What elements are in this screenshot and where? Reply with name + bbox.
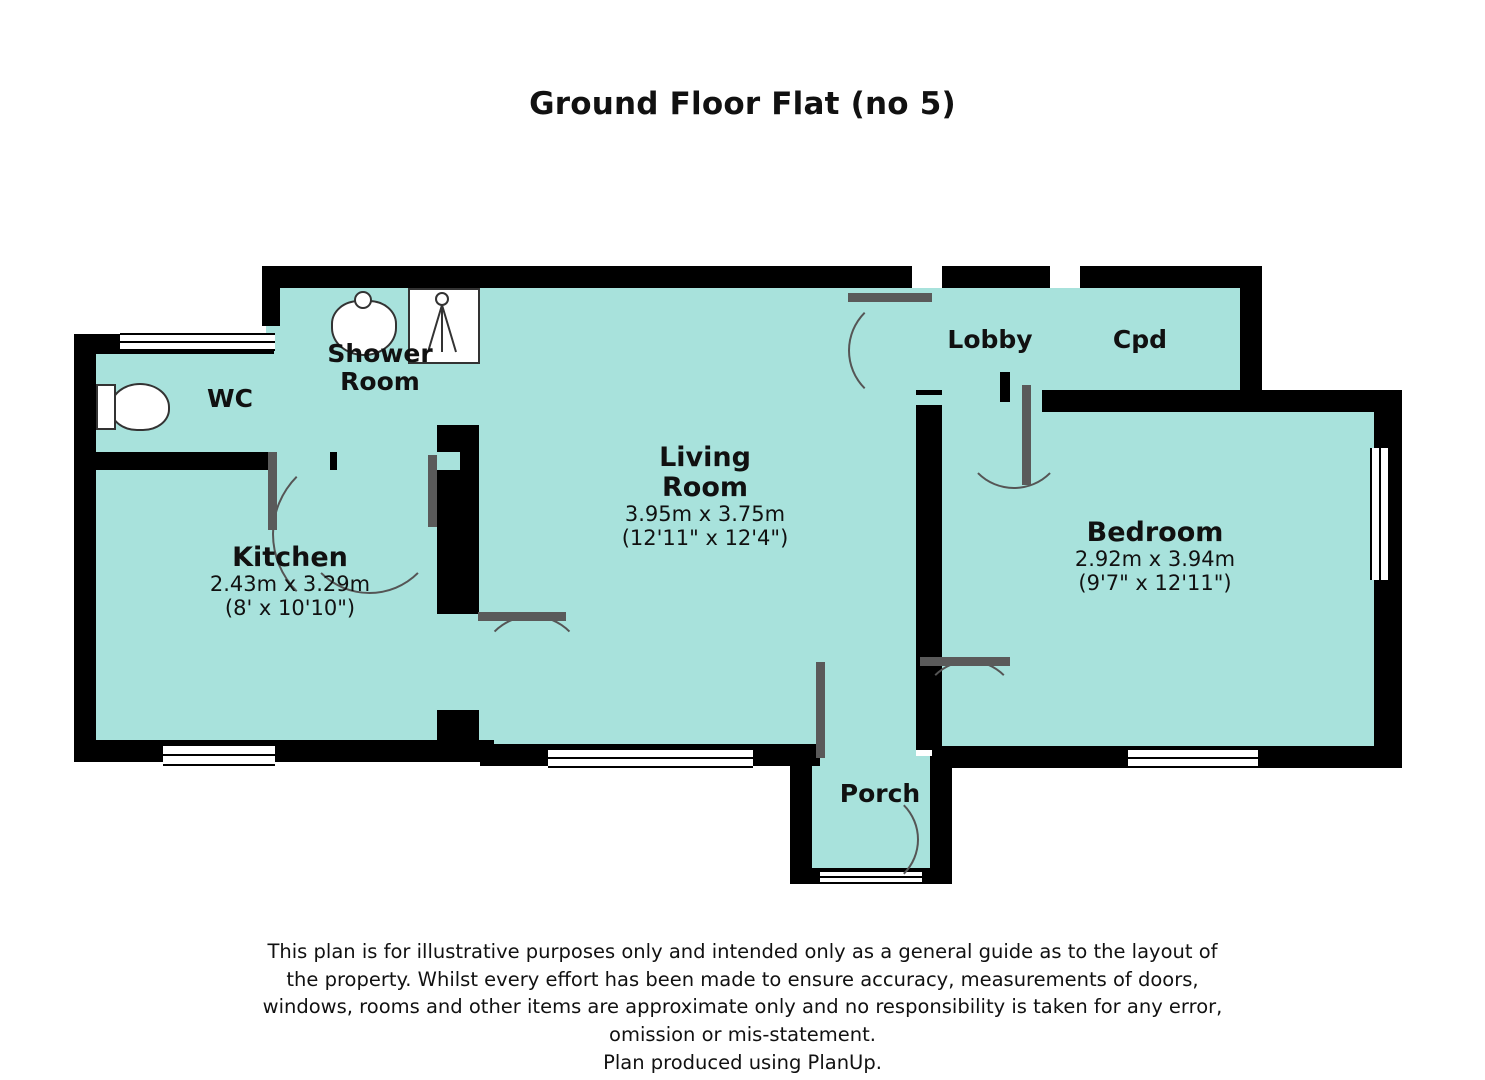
door-swing-kitchen (478, 615, 586, 723)
door-leaf-lobby (848, 293, 932, 302)
room-label-living-room: Living Room 3.95m x 3.75m (12'11" x 12'4") (621, 442, 789, 550)
door-leaf-kitchen (478, 612, 566, 621)
door-leaf-shower-room (428, 455, 437, 527)
door-opening-kitchen (437, 614, 479, 710)
interior-wall-shower-left (262, 266, 280, 326)
disclaimer-line-3: windows, rooms and other items are approximate only and no responsibility is taken for any error, (262, 995, 1223, 1019)
door-opening-shower (420, 452, 460, 470)
basin-tap-icon (354, 291, 372, 309)
porch-wall-right (930, 756, 952, 880)
bedroom-wall-top (1042, 390, 1402, 412)
disclaimer-text (0, 938, 1485, 1076)
interior-wall-living-bedroom (916, 390, 942, 640)
door-leaf-bedroom-lobby (1022, 385, 1031, 485)
window-kitchen (163, 744, 275, 766)
window-wc (120, 333, 275, 351)
wc-cistern-icon (96, 384, 116, 430)
door-leaf-wc (268, 452, 277, 530)
disclaimer-line-4: omission or mis-statement. (609, 1023, 876, 1047)
exterior-wall-left (74, 334, 96, 752)
door-opening-porch (820, 744, 916, 760)
room-label-wc: WC (207, 384, 253, 413)
room-label-bedroom: Bedroom 2.92m x 3.94m (9'7" x 12'11") (1074, 517, 1236, 595)
window-bedroom (1128, 748, 1258, 768)
room-label-kitchen: Kitchen 2.43m x 3.29m (8' x 10'10") (209, 542, 371, 620)
disclaimer-line-1: This plan is for illustrative purposes only and intended only as a general guide as to the layout of (267, 940, 1218, 963)
door-leaf-bedroom (920, 657, 1010, 666)
room-label-cupboard: Cpd (1112, 325, 1168, 354)
room-label-lobby: Lobby (947, 325, 1033, 354)
door-swing-bedroom (920, 660, 1019, 759)
door-leaf-porch (816, 662, 825, 758)
exterior-wall-right-upper (1240, 266, 1262, 401)
exterior-wall-top (262, 266, 1262, 288)
disclaimer-line-5: Plan produced using PlanUp. (603, 1050, 882, 1074)
window-living-room (548, 748, 753, 768)
door-opening-top-lobby (912, 266, 942, 288)
kitchen-wall-bottom (74, 740, 494, 762)
window-bedroom-side (1370, 448, 1390, 580)
door-opening-top-cpd (1050, 266, 1080, 288)
porch-wall-left (790, 756, 812, 880)
room-label-shower-room: Shower Room (327, 339, 433, 396)
door-swing-bedroom-lobby (962, 385, 1066, 489)
room-label-porch: Porch (839, 779, 921, 808)
disclaimer-line-2: the property. Whilst every effort has been made to ensure accuracy, measurements of doors, (286, 967, 1199, 991)
page-title: Ground Floor Flat (no 5) (529, 86, 956, 122)
